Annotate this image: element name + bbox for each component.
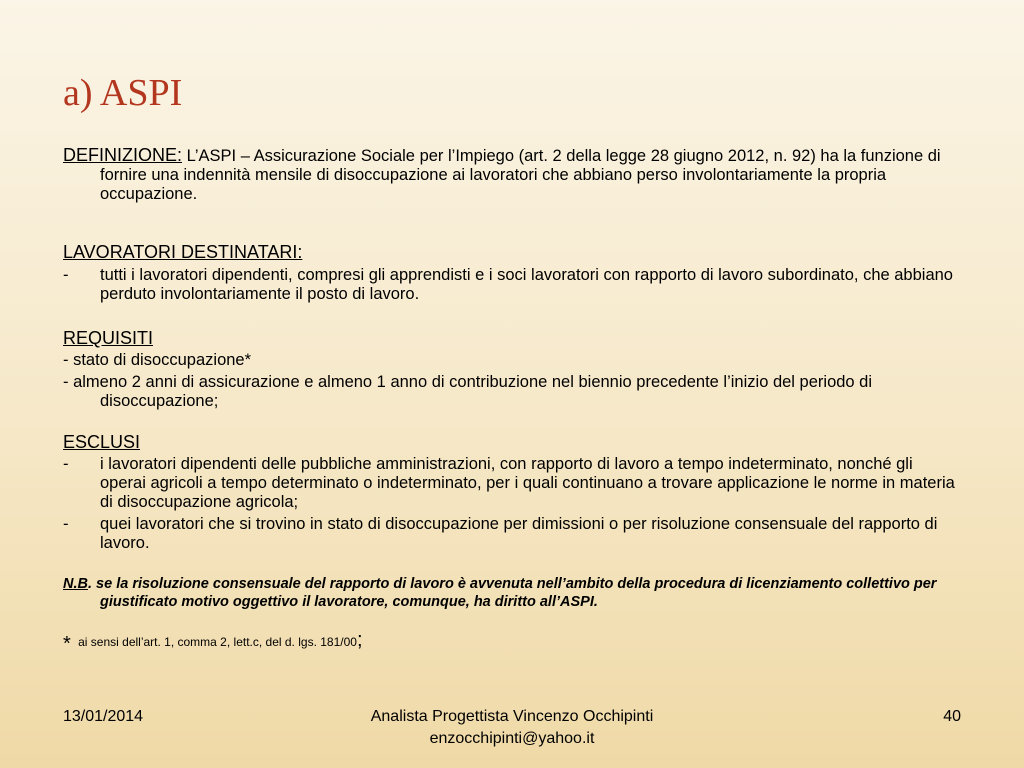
definition-paragraph	[63, 146, 963, 204]
excluded-heading: ESCLUSI	[63, 432, 141, 452]
excluded-item-text: quei lavoratori che si trovino in stato di disoccupazione per dimissioni o per risoluzione consensuale del rapporto di lavoro.	[100, 515, 938, 552]
note-label: N.B	[63, 576, 88, 592]
footnote-end: ;	[356, 629, 363, 651]
footer-author-name: Analista Progettista Vincenzo Occhipinti	[370, 708, 654, 725]
footer-date: 13/01/2014	[63, 708, 144, 725]
excluded-item	[63, 455, 963, 512]
excluded-item	[63, 515, 963, 553]
note-text: . se la risoluzione consensuale del rapporto di lavoro è avvenuta nell’ambito della procedura di licenziamento collettivo per giustificato motivo oggettivo il lavoratore, comunque, ha diritto all’ASPI.	[87, 576, 937, 610]
recipients-heading: LAVORATORI DESTINATARI:	[63, 242, 303, 262]
requirements-heading: REQUISITI	[63, 328, 154, 348]
requirements-item: - almeno 2 anni di assicurazione e almeno 1 anno di contribuzione nel biennio precedente l’inizio del periodo di disoccupazione;	[63, 373, 873, 410]
definition-label: DEFINIZIONE:	[63, 145, 183, 165]
note-paragraph	[63, 575, 963, 611]
footer-page-number: 40	[943, 708, 961, 725]
dash-bullet: -	[63, 266, 69, 284]
footer-author-email: enzocchipinti@yahoo.it	[429, 730, 595, 747]
recipients-item	[63, 266, 963, 304]
footnote	[63, 631, 963, 653]
dash-bullet: -	[63, 455, 69, 473]
footer-author	[300, 706, 724, 750]
footnote-text: ai sensi dell’art. 1, comma 2, lett.c, del d. lgs. 181/00	[74, 635, 357, 649]
footnote-star: *	[63, 633, 71, 655]
recipients-item-text: tutti i lavoratori dipendenti, compresi gli apprendisti e i soci lavoratori con rapporto di lavoro subordinato, che abbiano perduto involontariamente il posto di lavoro.	[100, 266, 953, 303]
slide-title: a) ASPI	[63, 72, 183, 114]
dash-bullet: -	[63, 515, 69, 533]
excluded-item-text: i lavoratori dipendenti delle pubbliche amministrazioni, con rapporto di lavoro a tempo indeterminato, nonché gli operai agricoli a tempo determinato o indeterminato, per i quali continuano a trovare applicazione le norme in materia di disoccupazione agricola;	[100, 455, 955, 511]
requirements-item: - stato di disoccupazione*	[63, 351, 252, 369]
slide-content	[63, 146, 963, 653]
definition-text: L’ASPI – Assicurazione Sociale per l’Impiego (art. 2 della legge 28 giugno 2012, n. 92) ha la funzione di fornire una indennità mensile di disoccupazione ai lavoratori che abbiano perso involontariamente la propria occupazione.	[100, 147, 941, 203]
